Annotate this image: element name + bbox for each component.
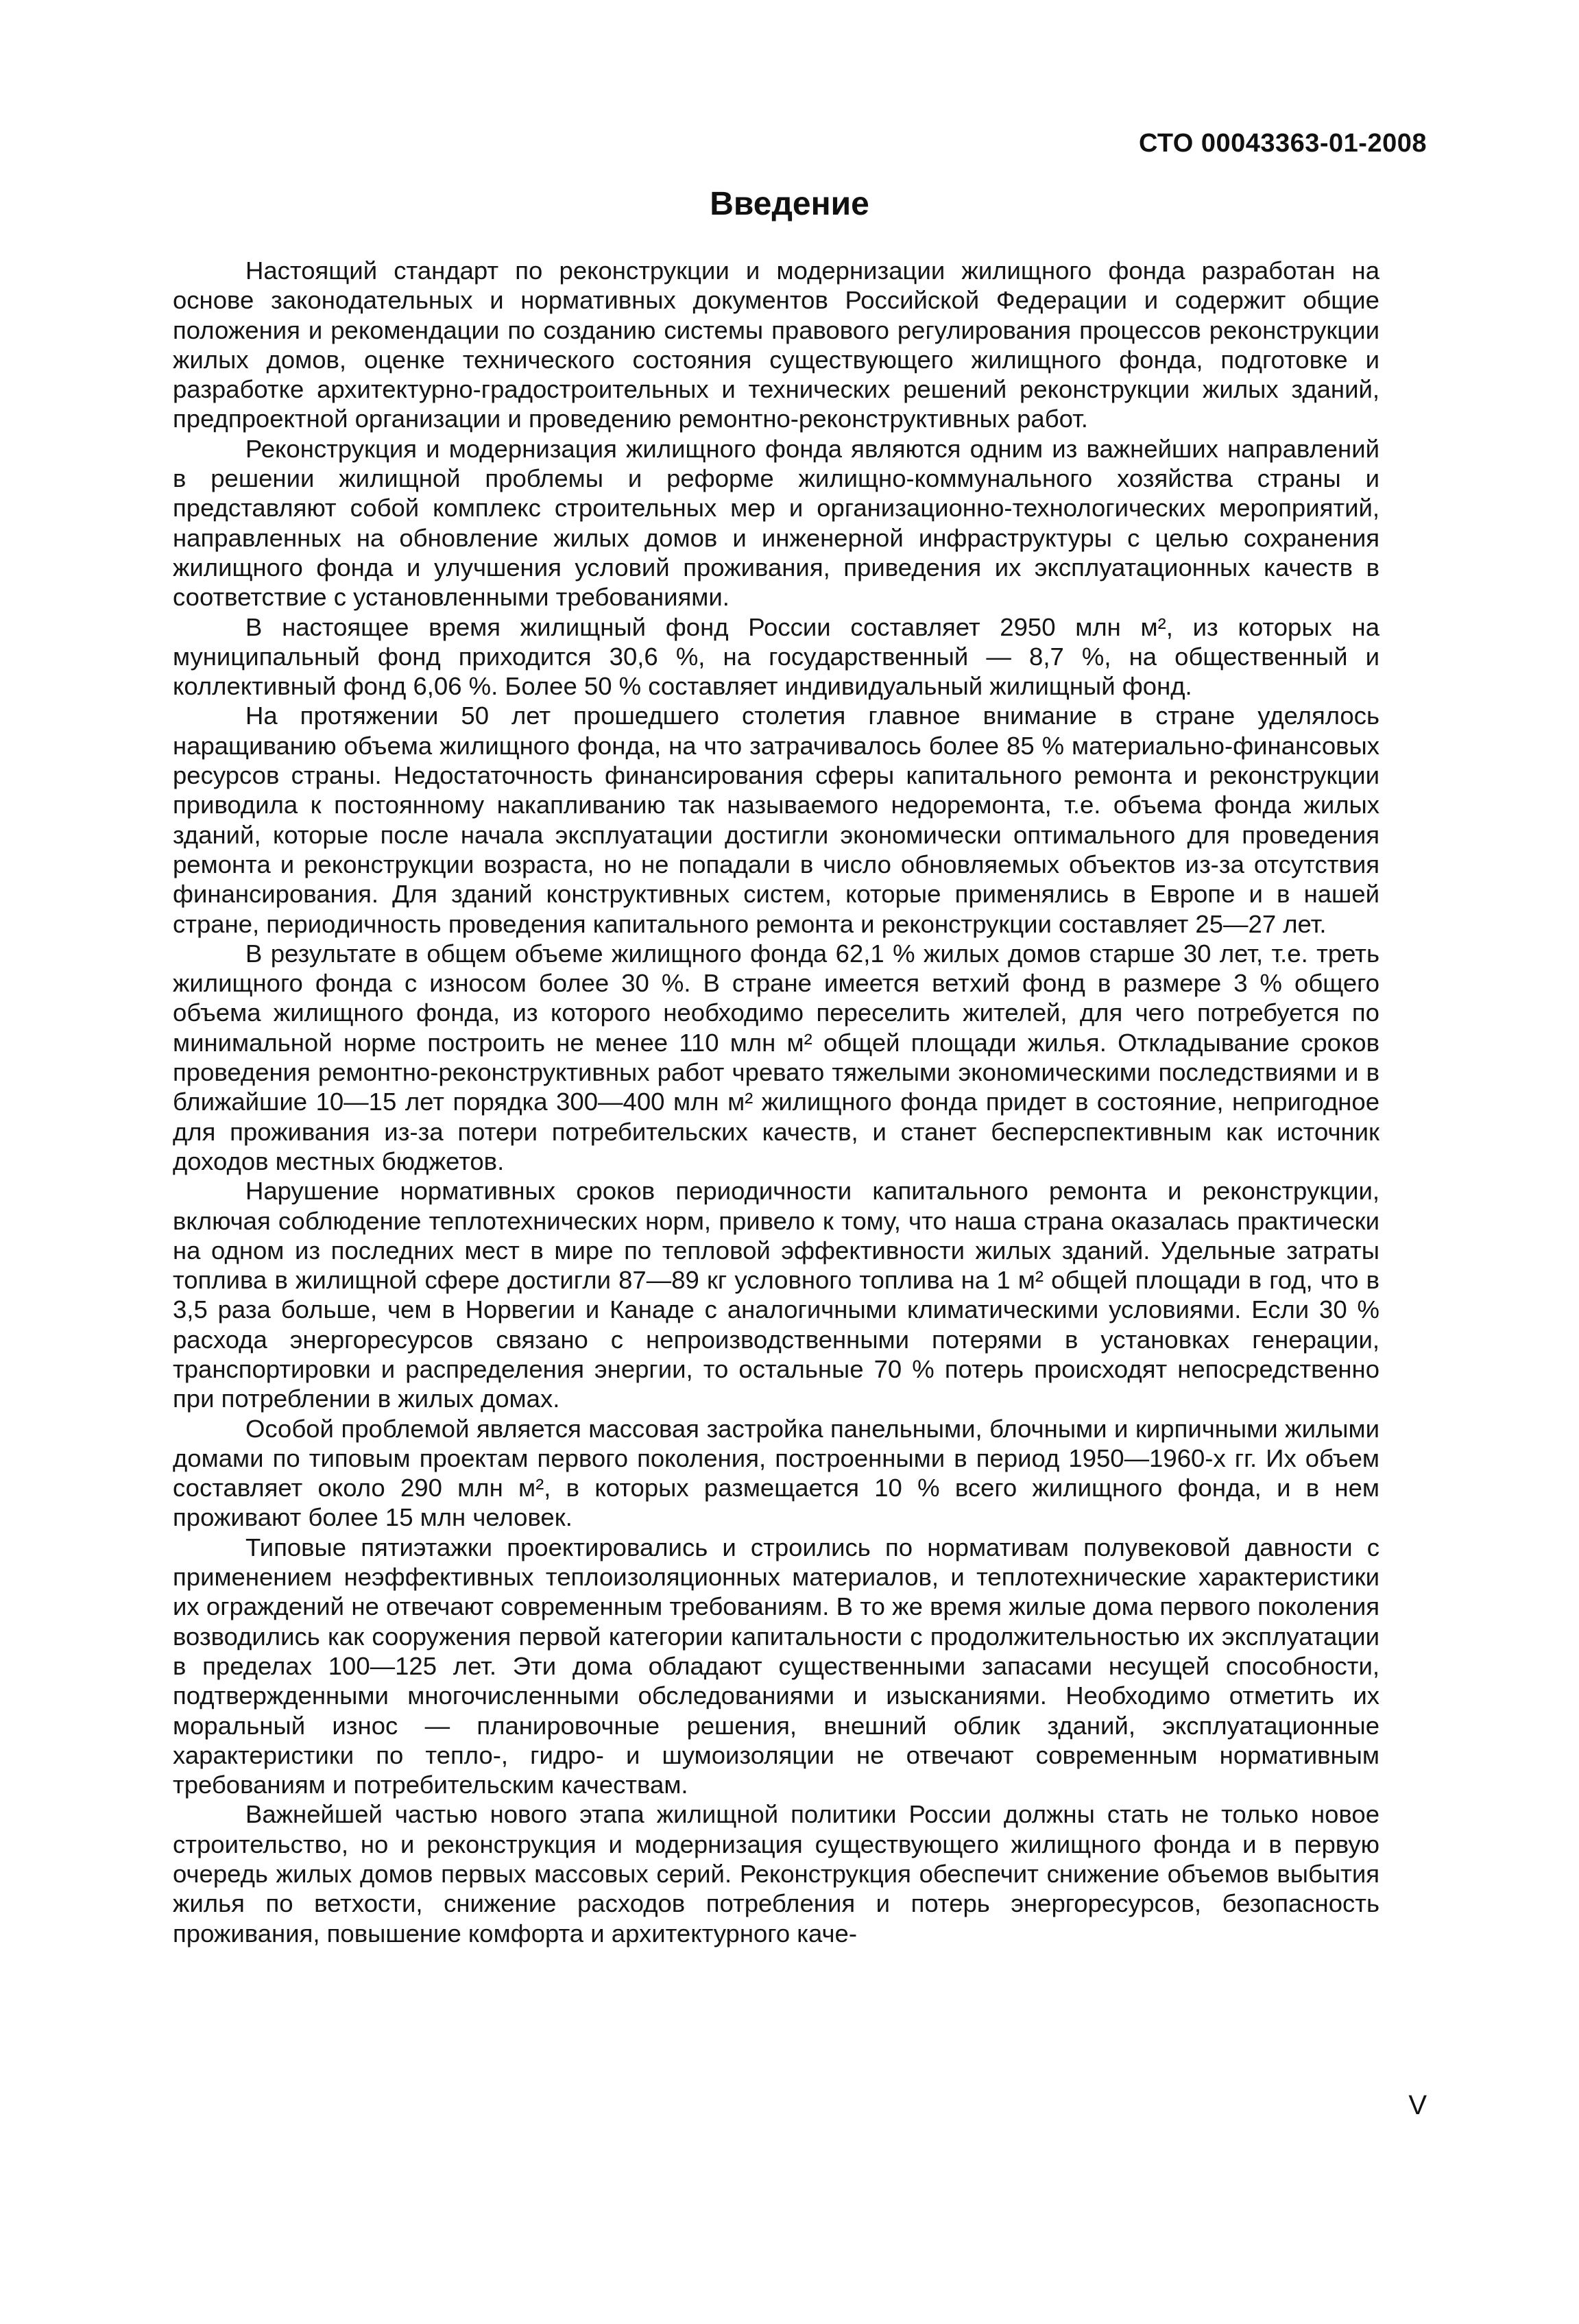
paragraph-5: В результате в общем объеме жилищного фонда 62,1 % жилых домов старше 30 лет, т.е. треть жилищного фонда с износом более 30 %. В стране имеется ветхий фонд в размере 3 % общего объема жилищного фонда, из которого необходимо переселить жителей, для чего потребуется по минимальной норме построить не менее 110 млн м² общей площади жилья. Откладывание сроков проведения ремонтно-реконструктивных работ чревато тяжелыми экономическими последствиями и в ближайшие 10—15 лет порядка 300—400 млн м² жилищного фонда придет в состояние, непригодное для проживания из-за потери потребительских качеств, и станет бесперспективным как источник доходов местных бюджетов. bbox=[173, 939, 1379, 1175]
section-title: Введение bbox=[710, 186, 869, 222]
paragraph-1: Настоящий стандарт по реконструкции и модернизации жилищного фонда разработан на основе законодательных и нормативных документов Российской Федерации и содержит общие положения и рекомендации по созданию системы правового регулирования процессов реконструкции жилых домов, оценке технического состояния существующего жилищного фонда, подготовке и разработке архитектурно-градостроительных и технических решений реконструкции жилых зданий, предпроектной организации и проведению ремонтно-реконструктивных работ. bbox=[173, 256, 1379, 433]
body-text bbox=[173, 256, 1379, 1948]
paragraph-3: В настоящее время жилищный фонд России составляет 2950 млн м², из которых на муниципальный фонд приходится 30,6 %, на государственный — 8,7 %, на общественный и коллективный фонд 6,06 %. Более 50 % составляет индивидуальный жилищный фонд. bbox=[173, 612, 1379, 701]
paragraph-2: Реконструкция и модернизация жилищного фонда являются одним из важнейших направлений в решении жилищной проблемы и реформе жилищно-коммунального хозяйства страны и представляют собой комплекс строительных мер и организационно-технологических мероприятий, направленных на обновление жилых домов и инженерной инфраструктуры с целью сохранения жилищного фонда и улучшения условий проживания, приведения их эксплуатационных качеств в соответствие с установленными требованиями. bbox=[173, 434, 1379, 612]
paragraph-4: На протяжении 50 лет прошедшего столетия главное внимание в стране уделялось наращиванию объема жилищного фонда, на что затрачивалось более 85 % материально-финансовых ресурсов страны. Недостаточность финансирования сферы капитального ремонта и реконструкции приводила к постоянному накапливанию так называемого недоремонта, т.е. объема фонда жилых зданий, которые после начала эксплуатации достигли экономически оптимального для проведения ремонта и реконструкции возраста, но не попадали в число обновляемых объектов из-за отсутствия финансирования. Для зданий конструктивных систем, которые применялись в Европе и в нашей стране, периодичность проведения капитального ремонта и реконструкции составляет 25—27 лет. bbox=[173, 702, 1379, 938]
paragraph-8: Типовые пятиэтажки проектировались и строились по нормативам полувековой давности с применением неэффективных теплоизоляционных материалов, и теплотехнические характеристики их ограждений не отвечают современным требованиям. В то же время жилые дома первого поколения возводились как сооружения первой категории капитальности с продолжительностью их эксплуатации в пределах 100—125 лет. Эти дома обладают существенными запасами несущей способности, подтвержденными многочисленными обследованиями и изысканиями. Необходимо отметить их моральный износ — планировочные решения, внешний облик зданий, эксплуатационные характеристики по тепло-, гидро- и шумоизоляции не отвечают современным нормативным требованиям и потребительским качествам. bbox=[173, 1533, 1379, 1799]
paragraph-7: Особой проблемой является массовая застройка панельными, блочными и кирпичными жилыми домами по типовым проектам первого поколения, построенными в период 1950—1960-х гг. Их объем составляет около 290 млн м², в которых размещается 10 % всего жилищного фонда, и в нем проживают более 15 млн человек. bbox=[173, 1414, 1379, 1532]
paragraph-6: Нарушение нормативных сроков периодичности капитального ремонта и реконструкции, включая соблюдение теплотехнических норм, привело к тому, что наша страна оказалась практически на одном из последних мест в мире по тепловой эффективности жилых зданий. Удельные затраты топлива в жилищной сфере достигли 87—89 кг условного топлива на 1 м² общей площади в год, что в 3,5 раза больше, чем в Норвегии и Канаде с аналогичными климатическими условиями. Если 30 % расхода энергоресурсов связано с непроизводственными потерями в установках генерации, транспортировки и распределения энергии, то остальные 70 % потерь происходят непосредственно при потреблении в жилых домах. bbox=[173, 1177, 1379, 1413]
page-number: V bbox=[1408, 2090, 1427, 2120]
paragraph-9: Важнейшей частью нового этапа жилищной политики России должны стать не только новое строительство, но и реконструкция и модернизация существующего жилищного фонда и в первую очередь жилых домов первых массовых серий. Реконструкция обеспечит снижение объемов выбытия жилья по ветхости, снижение расходов потребления и потерь энергоресурсов, безопасность проживания, повышение комфорта и архитектурного каче- bbox=[173, 1800, 1379, 1948]
document-code: СТО 00043363-01-2008 bbox=[1138, 129, 1427, 158]
